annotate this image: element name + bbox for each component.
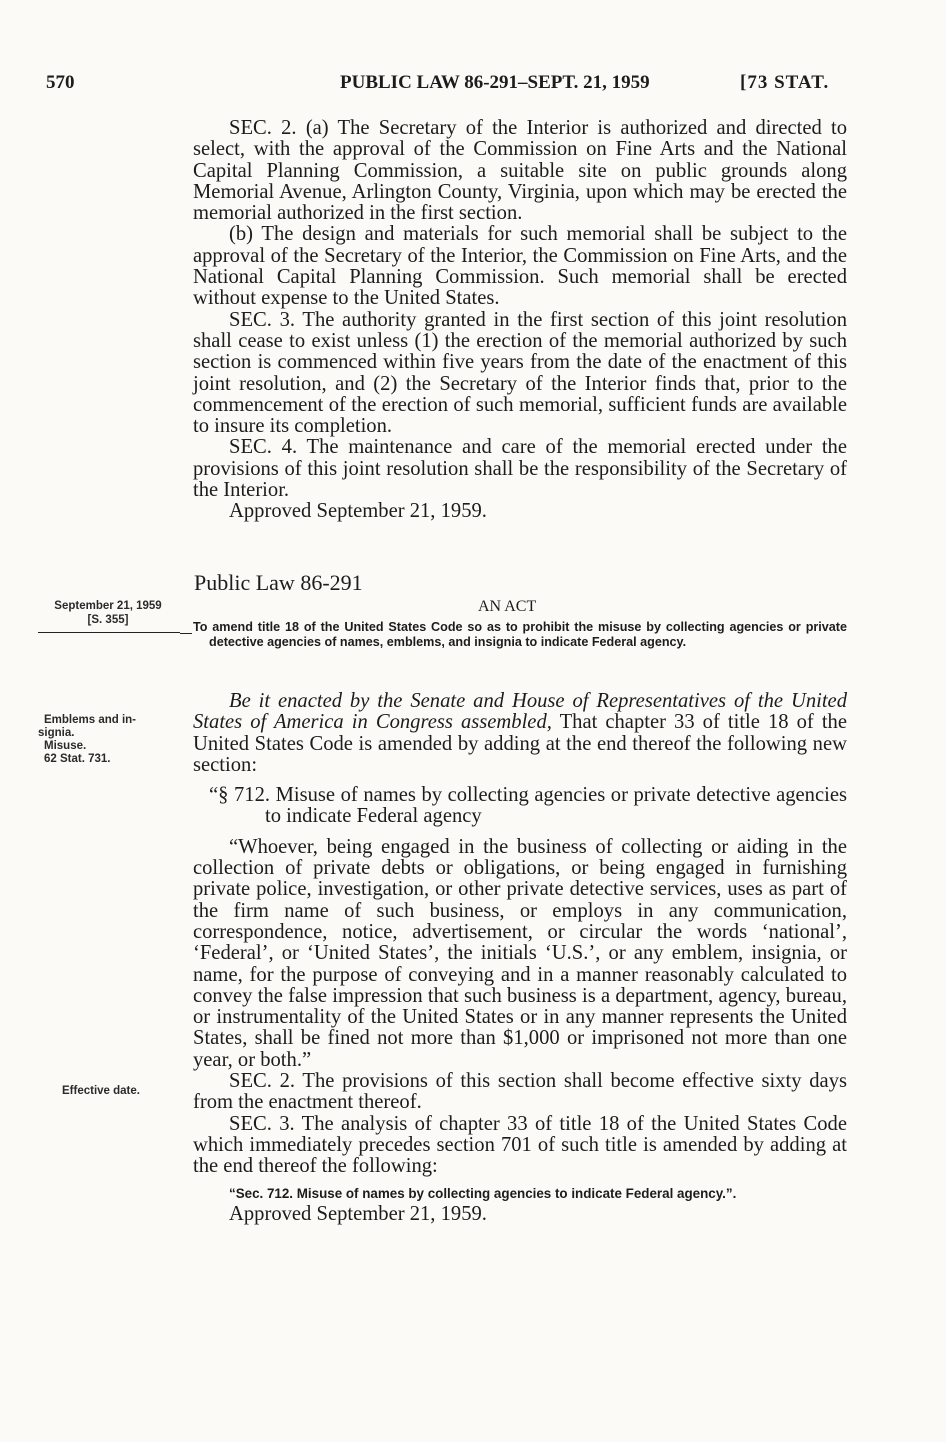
- public-law-title: Public Law 86-291: [194, 570, 363, 595]
- margin-note-emblems-line2: signia.: [38, 727, 75, 739]
- act-sec-2-paragraph: [193, 1071, 847, 1114]
- sec-3-paragraph: [193, 310, 847, 438]
- sec-3-text: The authority granted in the first section of this joint resolution shall cease to exist unless (1) the erection of the memorial authorized by such section is commenced within five years from the date of the enactment of this joint resolution, and (2) the Secretary of the Interior finds that, prior to the commencement of the erection of such memorial, sufficient funds are available to insure its completion.: [193, 308, 847, 438]
- margin-note-emblems-line1: Emblems and in-: [44, 714, 137, 726]
- act-caption: To amend title 18 of the United States Code so as to prohibit the misuse by collecting agencies or private detective agencies of names, emblems, and insignia to indicate Federal agency.: [193, 620, 847, 649]
- margin-rule: [38, 632, 180, 633]
- section-712-heading: “§ 712. Misuse of names by collecting agencies or private detective agencies to indicate Federal agency: [209, 784, 847, 828]
- sec-4-lead: SEC. 4.: [229, 436, 298, 459]
- margin-bill-number: [S. 355]: [87, 614, 129, 626]
- margin-note-stat: 62 Stat. 731.: [44, 753, 111, 765]
- running-title: PUBLIC LAW 86-291–SEPT. 21, 1959: [340, 72, 650, 93]
- act-sec-3-paragraph: [193, 1114, 847, 1178]
- act-sec-3-lead: SEC. 3.: [229, 1112, 295, 1135]
- sec-4-paragraph: [193, 437, 847, 501]
- prior-resolution-block: [193, 118, 847, 523]
- volume-reference: [73 STAT.: [740, 72, 830, 93]
- act-sec-3-text: The analysis of chapter 33 of title 18 of the United States Code which immediately precedes section 701 of such title is amended by adding at the end thereof the following:: [193, 1112, 847, 1178]
- sec-2a-text: (a) The Secretary of the Interior is authorized and directed to select, with the approval of the Commission on Fine Arts and the National Capital Planning Commission, a suitable site on public grounds along Memorial Avenue, Arlington County, Virginia, upon which may be erected the memorial authorized in the first section.: [193, 117, 848, 225]
- act-approved: Approved September 21, 1959.: [229, 1202, 487, 1225]
- enacting-clause: Be it enacted by the Senate and House of Representatives of the United States of America in Congress assembled,: [193, 690, 847, 734]
- act-label: AN ACT: [478, 598, 537, 615]
- act-body: [193, 691, 847, 1225]
- sec-2a-paragraph: [193, 118, 847, 224]
- caption-rule: [180, 633, 192, 634]
- enacting-rest: That chapter 33 of title 18 of the United States Code is amended by adding at the end thereof the following new section:: [193, 711, 847, 776]
- page-number: 570: [46, 72, 75, 93]
- margin-note-misuse: Misuse.: [44, 740, 87, 752]
- act-sec-2-text: The provisions of this section shall become effective sixty days from the enactment thereof.: [193, 1070, 848, 1114]
- sec-4-text: The maintenance and care of the memorial erected under the provisions of this joint resolution shall be the responsibility of the Secretary of the Interior.: [193, 436, 847, 502]
- sec-2-lead: SEC. 2.: [229, 117, 297, 139]
- margin-date: September 21, 1959: [54, 600, 162, 612]
- enacting-paragraph: [193, 691, 847, 776]
- section-712-text: “Whoever, being engaged in the business of collecting or aiding in the collection of private debts or obligations, or being engaged in furnishing private police, investigation, or other private detective services, uses as part of the firm name of such business, or employs in any communication, correspondence, notice, advertisement, or circular the words ‘national’, ‘Federal’, or ‘United States’, the initials ‘U.S.’, or any emblem, insignia, or name, for the purpose of conveying and in a manner reasonably calculated to convey the false impression that such business is a department, agency, bureau, or instrumentality of the United States or in any manner represents the United States, shall be fined not more than $1,000 or imprisoned not more than one year, or both.”: [193, 835, 847, 1071]
- sec-3-lead: SEC. 3.: [229, 308, 296, 331]
- margin-note-emblems: [38, 714, 180, 766]
- act-sec-2-lead: SEC. 2.: [229, 1070, 296, 1093]
- margin-note-effective-date: Effective date.: [62, 1085, 140, 1097]
- sec-2b-paragraph: (b) The design and materials for such memorial shall be subject to the approval of the Secretary of the Interior, the Commission on Fine Arts, and the National Capital Planning Commission. Such memorial shall be erected without expense to the United States.: [193, 223, 847, 310]
- analysis-line: “Sec. 712. Misuse of names by collecting agencies to indicate Federal agency.”.: [229, 1185, 737, 1201]
- prior-approved: Approved September 21, 1959.: [229, 500, 487, 523]
